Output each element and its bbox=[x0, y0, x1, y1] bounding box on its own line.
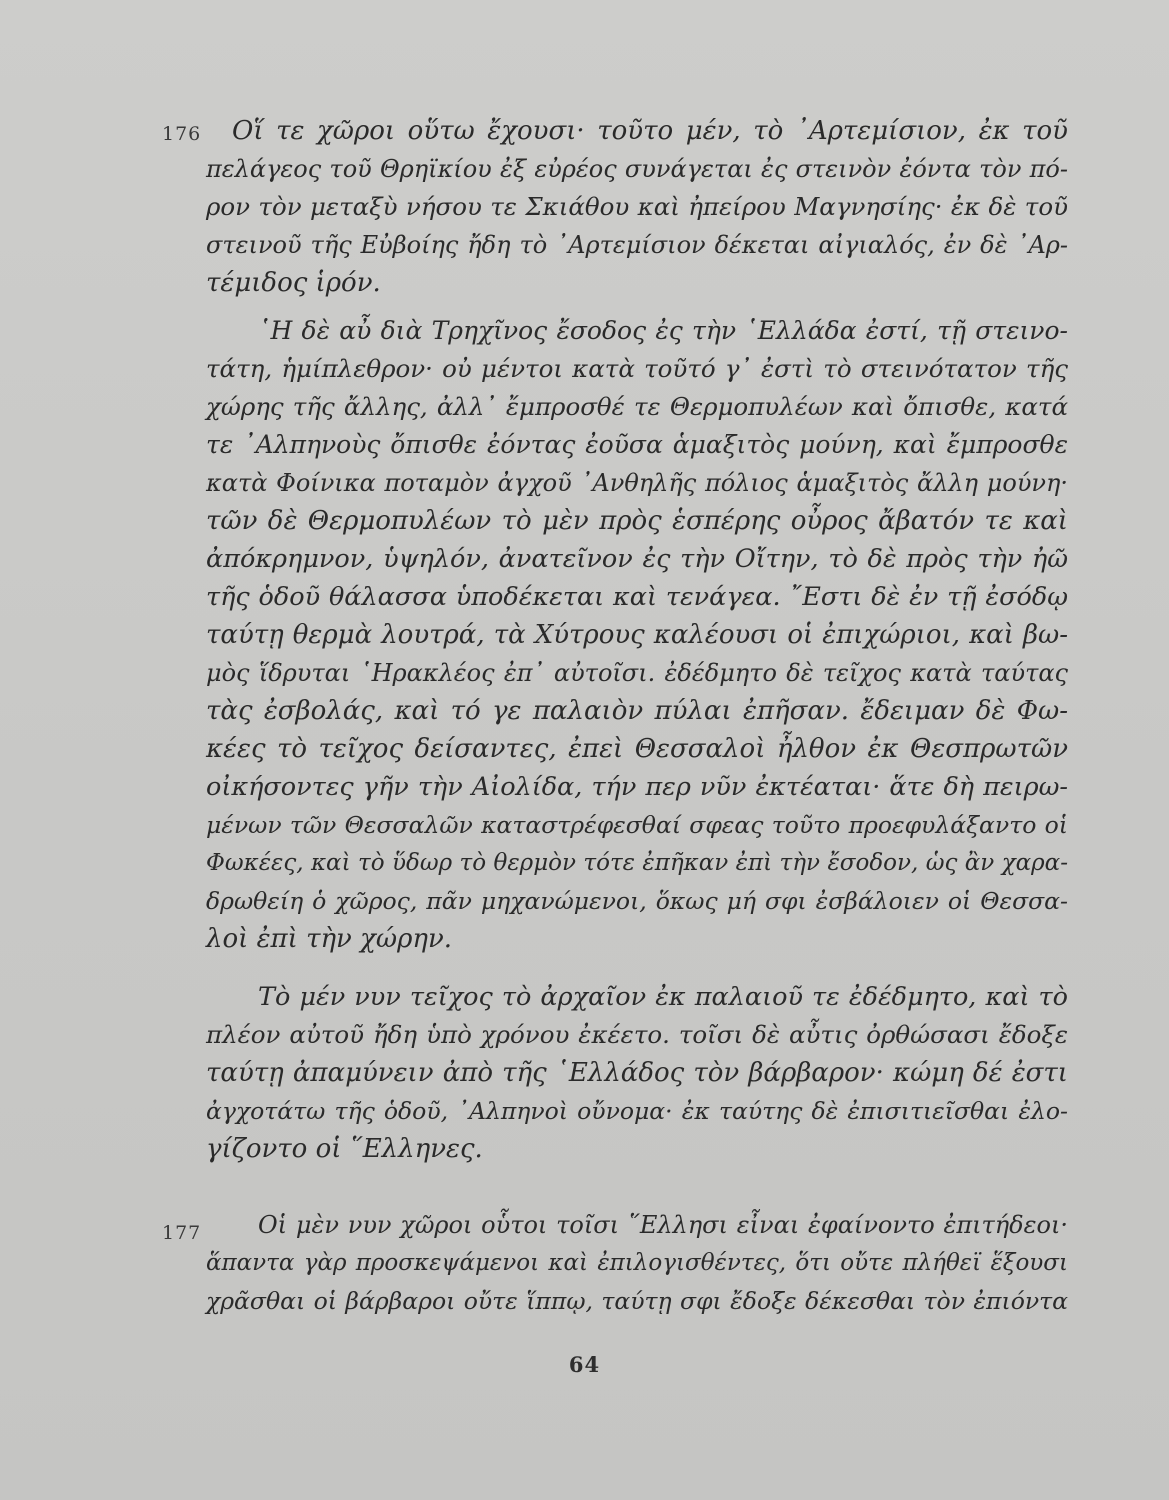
text-line: Τὸ μέν νυν τεῖχος τὸ ἀρχαῖον ἐκ παλαιοῦ τε ἐδέδμητο, καὶ τὸ bbox=[258, 982, 1068, 1012]
section-number: 177 bbox=[162, 1222, 202, 1244]
text-line: κέες τὸ τεῖχος δείσαντες, ἐπεὶ Θεσσαλοὶ ἦλθον ἐκ Θεσπρωτῶν bbox=[206, 734, 1068, 764]
text-line: χρᾶσθαι οἱ βάρβαροι οὔτε ἵππῳ, ταύτῃ σφι ἔδοξε δέκεσθαι τὸν ἐπιόντα bbox=[206, 1287, 1068, 1315]
text-line: λοὶ ἐπὶ τὴν χώρην. bbox=[206, 924, 453, 954]
text-line: μένων τῶν Θεσσαλῶν καταστρέφεσθαί σφεας τοῦτο προεφυλάξαντο οἱ bbox=[206, 811, 1068, 839]
text-line: γίζοντο οἱ ῞Ελληνες. bbox=[206, 1134, 483, 1164]
text-line: τάτη, ἡμίπλεθρον· οὐ μέντοι κατὰ τοῦτό γ᾿ ἐστὶ τὸ στεινότατον τῆς bbox=[206, 354, 1068, 383]
text-line: ταύτῃ ἀπαμύνειν ἀπὸ τῆς ῾Ελλάδος τὸν βάρβαρον· κώμη δέ ἐστι bbox=[206, 1058, 1068, 1088]
text-line: τὰς ἐσβολάς, καὶ τό γε παλαιὸν πύλαι ἐπῆσαν. ἔδειμαν δὲ Φω- bbox=[206, 696, 1068, 726]
text-line: ρον τὸν μεταξὺ νήσου τε Σκιάθου καὶ ἠπείρου Μαγνησίης· ἐκ δὲ τοῦ bbox=[206, 192, 1068, 221]
text-line: ἅπαντα γὰρ προσκεψάμενοι καὶ ἐπιλογισθέντες, ὅτι οὔτε πλήθεϊ ἕξουσι bbox=[206, 1250, 1068, 1276]
text-line: τέμιδος ἱρόν. bbox=[206, 268, 381, 298]
text-line: ἀγχοτάτω τῆς ὁδοῦ, ᾿Αλπηνοὶ οὔνομα· ἐκ ταύτης δὲ ἐπισιτιεῖσθαι ἐλο- bbox=[206, 1097, 1068, 1125]
text-line: στεινοῦ τῆς Εὐβοίης ἤδη τὸ ᾿Αρτεμίσιον δέκεται αἰγιαλός, ἐν δὲ ᾿Αρ- bbox=[206, 231, 1068, 259]
text-line: κατὰ Φοίνικα ποταμὸν ἀγχοῦ ᾿Ανθηλῆς πόλιος ἁμαξιτὸς ἄλλη μούνη· bbox=[206, 469, 1068, 497]
text-line: Οἵ τε χῶροι οὕτω ἔχουσι· τοῦτο μέν, τὸ ᾿Αρτεμίσιον, ἐκ τοῦ bbox=[232, 116, 1068, 146]
text-line: τε ᾿Αλπηνοὺς ὄπισθε ἐόντας ἐοῦσα ἁμαξιτὸς μούνη, καὶ ἔμπροσθε bbox=[206, 430, 1068, 459]
text-line: ῾Η δὲ αὖ διὰ Τρηχῖνος ἔσοδος ἐς τὴν ῾Ελλάδα ἐστί, τῇ στεινο- bbox=[258, 316, 1068, 345]
text-line: μὸς ἵδρυται ῾Ηρακλέος ἐπ᾿ αὐτοῖσι. ἐδέδμητο δὲ τεῖχος κατὰ ταύτας bbox=[206, 659, 1068, 687]
text-line: δρωθείη ὁ χῶρος, πᾶν μηχανώμενοι, ὅκως μή σφι ἐσβάλοιεν οἱ Θεσσα- bbox=[206, 887, 1068, 915]
text-line: χώρης τῆς ἄλλης, ἀλλ᾿ ἔμπροσθέ τε Θερμοπυλέων καὶ ὄπισθε, κατά bbox=[206, 392, 1068, 421]
text-line: τῶν δὲ Θερμοπυλέων τὸ μὲν πρὸς ἑσπέρης οὖρος ἄβατόν τε καὶ bbox=[206, 506, 1068, 536]
text-line: Φωκέες, καὶ τὸ ὕδωρ τὸ θερμὸν τότε ἐπῆκαν ἐπὶ τὴν ἔσοδον, ὡς ἂν χαρα- bbox=[206, 850, 1068, 876]
text-line: οἰκήσοντες γῆν τὴν Αἰολίδα, τήν περ νῦν ἐκτέαται· ἅτε δὴ πειρω- bbox=[206, 772, 1068, 802]
page-number: 64 bbox=[568, 1352, 601, 1377]
text-line: τῆς ὁδοῦ θάλασσα ὑποδέκεται καὶ τενάγεα. ῎Εστι δὲ ἐν τῇ ἐσόδῳ bbox=[206, 582, 1068, 612]
text-line: ταύτῃ θερμὰ λουτρά, τὰ Χύτρους καλέουσι οἱ ἐπιχώριοι, καὶ βω- bbox=[206, 620, 1068, 650]
section-number: 176 bbox=[162, 123, 202, 145]
text-line: ἀπόκρημνον, ὑψηλόν, ἀνατεῖνον ἐς τὴν Οἴτην, τὸ δὲ πρὸς τὴν ἠῶ bbox=[206, 544, 1068, 574]
text-line: Οἱ μὲν νυν χῶροι οὗτοι τοῖσι ῞Ελλησι εἶναι ἐφαίνοντο ἐπιτήδεοι· bbox=[258, 1211, 1068, 1239]
text-line: πελάγεος τοῦ Θρηϊκίου ἐξ εὐρέος συνάγεται ἐς στεινὸν ἐόντα τὸν πό- bbox=[206, 155, 1068, 183]
text-line: πλέον αὐτοῦ ἤδη ὑπὸ χρόνου ἐκέετο. τοῖσι δὲ αὖτις ὀρθώσασι ἔδοξε bbox=[206, 1020, 1068, 1049]
